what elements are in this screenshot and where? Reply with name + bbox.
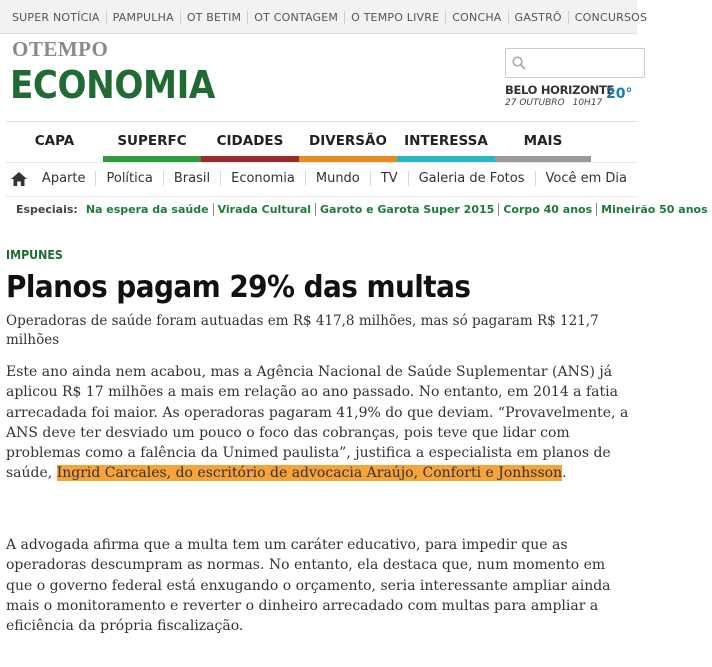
nav-capa[interactable] — [6, 122, 103, 162]
top-link-ot-betim[interactable]: OT BETIM — [181, 11, 248, 24]
subnav-brasil[interactable]: Brasil — [163, 171, 220, 186]
specials-bar — [6, 196, 708, 222]
top-link-pampulha[interactable]: PAMPULHA — [107, 11, 181, 24]
top-link-super-noticia[interactable]: SUPER NOTÍCIA — [6, 11, 107, 24]
main-nav — [6, 121, 637, 161]
subnav-politica[interactable]: Política — [95, 171, 162, 186]
top-link-concursos[interactable]: CONCURSOS — [574, 10, 648, 24]
special-link[interactable]: Mineirão 50 anos — [596, 203, 712, 216]
article-headline: Planos pagam 29% das multas — [6, 270, 471, 305]
subnav-aparte[interactable]: Aparte — [41, 171, 86, 186]
subnav-voce-em-dia[interactable]: Você em Dia — [535, 171, 638, 186]
special-link[interactable]: Na espera da saúde — [85, 203, 209, 216]
nav-label: INTERESSA — [404, 133, 488, 149]
home-icon — [11, 172, 27, 186]
paragraph-end: . — [562, 465, 567, 482]
weather-temperature: 20° — [606, 86, 633, 102]
nav-label: CAPA — [34, 133, 75, 149]
specials-label: Especiais: — [16, 203, 78, 216]
top-link-gastro[interactable]: GASTRÔ — [509, 11, 569, 24]
article-subtitle: Operadoras de saúde foram autuadas em R$ 417,8 milhões, mas só pagaram R$ 121,7 milhões — [6, 313, 599, 348]
subnav-mundo[interactable]: Mundo — [305, 171, 370, 186]
section-nav — [6, 162, 637, 194]
paragraph-text: Este ano ainda nem acabou, mas a Agência Nacional de Saúde Suplementar (ANS) já aplicou R$ 17 milhões a mais em relação ao ano passado. No entanto, em 2014 a fatia arrecadada foi maior. As operadoras pagaram 41,9% do que deviam. “Provavelmente, a ANS deve ter desviado um pouco o foco das cobranças, pois teve que lidar com problemas como a falência da Unimed paulista”, justifica a especialista em planos de saúde, — [6, 364, 629, 482]
top-link-ot-contagem[interactable]: OT CONTAGEM — [248, 11, 345, 24]
subnav-tv[interactable]: TV — [370, 171, 408, 186]
article-kicker: IMPUNES — [6, 248, 63, 262]
subnav-galeria-de-fotos[interactable]: Galeria de Fotos — [408, 171, 535, 186]
subnav-economia[interactable]: Economia — [220, 171, 305, 186]
nav-diversao[interactable] — [299, 122, 397, 162]
weather-time: 10H17 — [572, 98, 603, 108]
top-link-concha[interactable]: CONCHA — [446, 11, 508, 24]
special-link[interactable]: Garoto e Garota Super 2015 — [315, 203, 498, 216]
home-button[interactable] — [6, 172, 32, 186]
weather-city: BELO HORIZONTE — [505, 83, 615, 97]
site-logo[interactable]: OTEMPO — [12, 37, 109, 61]
nav-superfc[interactable] — [103, 122, 201, 162]
nav-mais[interactable] — [495, 122, 591, 162]
article-paragraph — [6, 362, 632, 484]
section-title[interactable]: ECONOMIA — [10, 63, 215, 107]
nav-label: MAIS — [523, 133, 563, 149]
nav-label: SUPERFC — [117, 133, 187, 149]
special-link[interactable]: Virada Cultural — [213, 203, 315, 216]
search-input[interactable] — [505, 48, 645, 78]
nav-label: CIDADES — [216, 133, 284, 149]
top-link-o-tempo-livre[interactable]: O TEMPO LIVRE — [345, 11, 446, 24]
nav-interessa[interactable] — [397, 122, 495, 162]
highlighted-text: Ingrid Carcales, do escritório de advocacia Araújo, Conforti e Jonhsson — [56, 465, 563, 482]
weather-date: 27 OUTUBRO — [505, 98, 565, 108]
nav-label: DIVERSÃO — [309, 133, 387, 149]
nav-cidades[interactable] — [201, 122, 299, 162]
search-icon[interactable] — [512, 56, 526, 70]
article-paragraph: A advogada afirma que a multa tem um caráter educativo, para impedir que as operadoras descumpram as normas. No entanto, ela destaca que, num momento em que o governo federal está enxugando o orçamento, seria interessante ampliar ainda mais o monitoramento e reverter o dinheiro arrecadado com multas para ampliar a eficiência da própria fiscalização. — [6, 537, 611, 635]
top-links-bar — [0, 0, 648, 34]
special-link[interactable]: Corpo 40 anos — [498, 203, 596, 216]
